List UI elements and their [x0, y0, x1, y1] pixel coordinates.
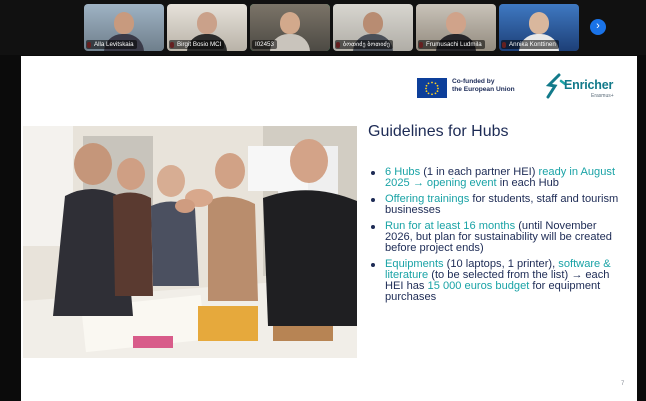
chevron-right-icon: › [596, 20, 600, 32]
slide-page-number: 7 [621, 381, 625, 387]
highlighted-text: Run for at least 16 months [385, 220, 516, 232]
participant-tile-active[interactable] [250, 4, 330, 51]
bullet-text: for students, staff and tourism businesses [385, 193, 619, 216]
highlighted-text: Equipments [385, 258, 444, 270]
eu-cofunded-label: Co-funded by the European Union [452, 78, 515, 93]
participant-tile[interactable] [416, 4, 496, 51]
participant-name: Alla Levitskaia [86, 40, 137, 49]
participant-strip [0, 0, 646, 55]
highlighted-text: ready in August 2025 → opening event [385, 166, 616, 189]
guideline-bullet [369, 194, 619, 216]
participant-tile[interactable] [333, 4, 413, 51]
highlighted-text: 6 Hubs [385, 166, 424, 178]
participant-tile[interactable] [84, 4, 164, 51]
enricher-logo-subtext: Erasmus+ [591, 93, 614, 99]
guideline-bullet [369, 221, 619, 254]
participant-tile[interactable] [167, 4, 247, 51]
participant-name: ბოთიძე ბოთიძე [335, 40, 393, 49]
highlighted-text: software & literature [385, 258, 611, 281]
bullet-text: (1 in each partner HEI) [423, 166, 539, 178]
participant-name: Frumusachi Ludmila [418, 40, 485, 49]
slide-title: Guidelines for Hubs [368, 123, 509, 140]
participant-name: Birgit Bosio MCI [169, 40, 224, 49]
eu-flag-logo [417, 78, 447, 98]
participant-tile[interactable] [499, 4, 579, 51]
shared-slide [21, 56, 637, 401]
bullet-text: (to be selected from the list) → each HEI has [385, 269, 610, 292]
participant-name: I02453 [252, 40, 277, 49]
bullet-text: (10 laptops, 1 printer), [443, 258, 559, 270]
bullet-text: (until November 2026, but plan for sustainability will be created before project ends) [385, 220, 612, 254]
guideline-bullet [369, 259, 619, 303]
next-participants-button[interactable] [590, 19, 606, 35]
guidelines-list [369, 167, 619, 308]
bullet-text: in each Hub [496, 177, 559, 189]
bullet-text: for equipment purchases [385, 280, 601, 303]
highlighted-text: Offering trainings [385, 193, 470, 205]
enricher-logo-text: Enricher [564, 78, 614, 92]
guideline-bullet [369, 167, 619, 189]
highlighted-text: 15 000 euros budget [427, 280, 530, 292]
participant-name: Annika Konttinen [501, 40, 559, 49]
group-photo [23, 126, 357, 358]
